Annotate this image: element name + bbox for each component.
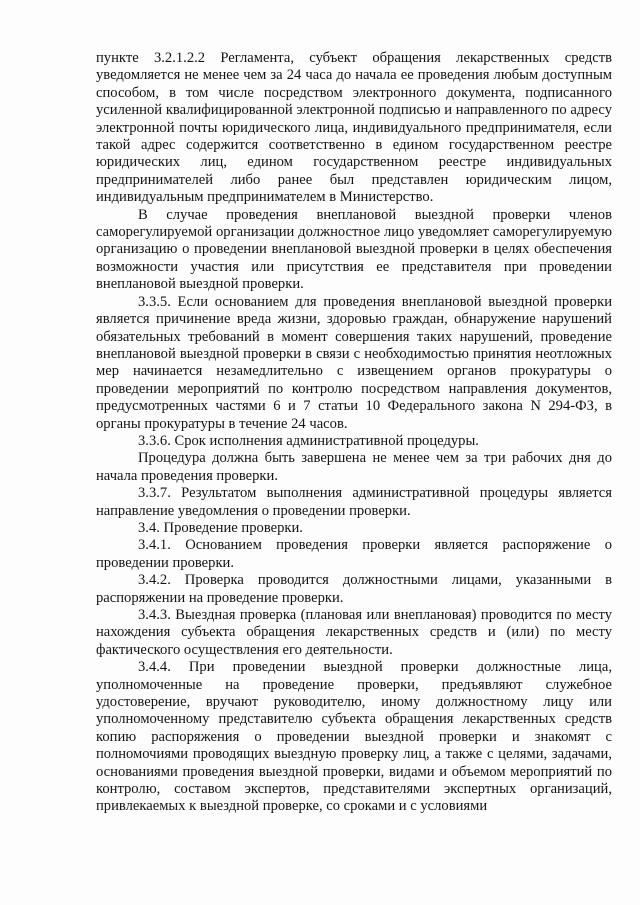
section-heading-3-4: 3.4. Проведение проверки.: [138, 519, 303, 536]
paragraph-3-4-1: 3.4.1. Основанием проведения проверки является распоряжение о проведении проверки.: [96, 537, 612, 571]
paragraph-3-3-7: 3.3.7. Результатом выполнения административной процедуры является направление уведомления о проведении проверки.: [96, 485, 612, 519]
document-body: [96, 50, 612, 816]
paragraph-continuation-3-2-1-2-2: пункте 3.2.1.2.2 Регламента, субъект обращения лекарственных средств уведомляется не менее чем за 24 часа до начала ее проведения любым доступным способом, в том числе посредством электронного документа, подписанного усиленной квалифицированной электронной подписью и направленного по адресу электронной почты юридического лица, индивидуального предпринимателя, если такой адрес содержится соответственно в едином государственном реестре юридических лиц, едином государственном реестре индивидуальных предпринимателей либо ранее был представлен юридическим лицом, индивидуальным предпринимателем в Министерство.: [96, 50, 612, 206]
paragraph-3-4-2: 3.4.2. Проверка проводится должностными лицами, указанными в распоряжении на проведение проверки.: [96, 572, 612, 606]
paragraph-3-4-3: 3.4.3. Выездная проверка (плановая или внеплановая) проводится по месту нахождения субъекта обращения лекарственных средств и (или) по месту фактического осуществления его деятельности.: [96, 607, 612, 658]
paragraph-3-4-4: 3.4.4. При проведении выездной проверки должностные лица, уполномоченные на проведение проверки, предъявляют служебное удостоверение, вручают руководителю, иному должностному лицу или уполномоченному представителю субъекта обращения лекарственных средств копию распоряжения о проведении выездной проверки и знакомят с полномочиями проводящих выездную проверку лиц, а также с целями, задачами, основаниями проведения выездной проверки, видами и объемом мероприятий по контролю, составом экспертов, представителями экспертных организаций, привлекаемых к выездной проверке, со сроками и с условиями: [96, 659, 612, 815]
paragraph-3-3-5: 3.3.5. Если основанием для проведения внеплановой выездной проверки является причинение вреда жизни, здоровью граждан, обнаружение нарушений обязательных требований в момент совершения таких нарушений, проведение внеплановой выездной проверки в связи с необходимостью принятия неотложных мер начинается незамедлительно с извещением органов прокуратуры о проведении мероприятий по контролю посредством направления документов, предусмотренных частями 6 и 7 статьи 10 Федерального закона N 294-ФЗ, в органы прокуратуры в течение 24 часов.: [96, 293, 612, 432]
paragraph-procedure-deadline: Процедура должна быть завершена не менее чем за три рабочих дня до начала проведения проверки.: [96, 450, 612, 484]
paragraph-sro-unscheduled-check: В случае проведения внеплановой выездной проверки членов саморегулируемой организации должностное лицо уведомляет саморегулируемую организацию о проведении внеплановой выездной проверки в целях обеспечения возможности участия или присутствия ее представителя при проведении внеплановой выездной проверки.: [96, 206, 612, 293]
paragraph-3-3-6: 3.3.6. Срок исполнения административной процедуры.: [138, 432, 479, 449]
